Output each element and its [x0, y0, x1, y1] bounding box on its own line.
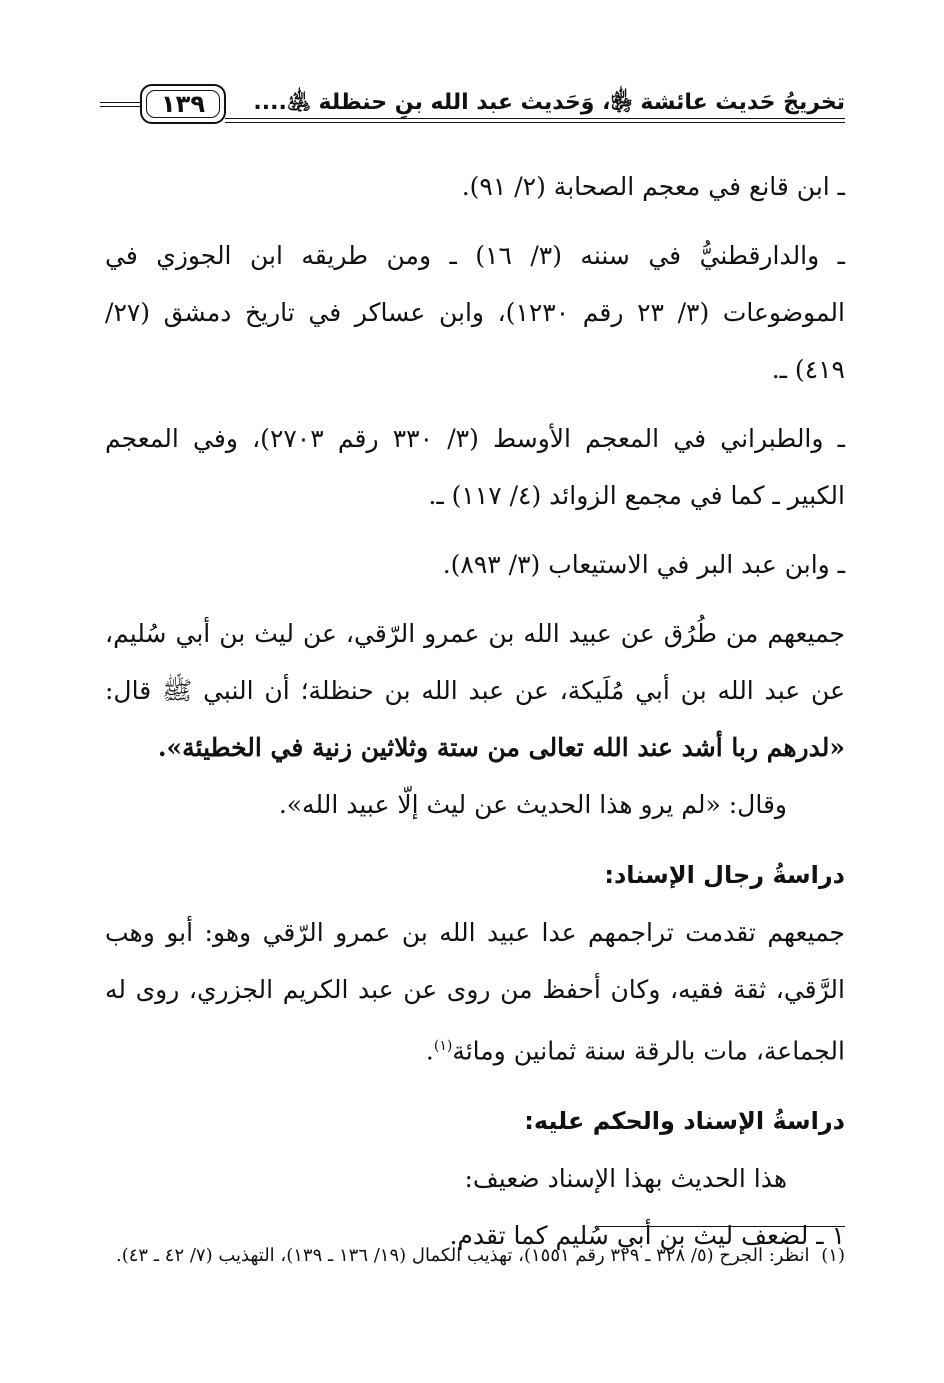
- header-rule: [225, 118, 845, 119]
- page-body: [105, 158, 845, 1264]
- source-line: ـ ابن قانع في معجم الصحابة (٢/ ٩١).: [461, 172, 845, 201]
- narrator-biography: [105, 904, 845, 1079]
- header-rule-double: [225, 122, 845, 123]
- section-heading-narrators: دراسةُ رجال الإسناد:: [604, 861, 845, 889]
- header-title: تخريجُ حَديث عائشة ﵂، وَحَديث عبد الله بنِ حنظلة ﵁....: [253, 90, 845, 115]
- footnote: [105, 1238, 845, 1274]
- footnote-number: (١): [821, 1245, 845, 1266]
- source-line: ـ والطبراني في المعجم الأوسط (٣/ ٣٣٠ رقم ٢٧٠٣)، وفي المعجم الكبير ـ كما في مجمع الزوائد (٤/ ١١٧) ـ.: [105, 424, 845, 510]
- hadith-paragraph: [105, 605, 845, 776]
- section-heading-ruling: دراسةُ الإسناد والحكم عليه:: [524, 1107, 845, 1136]
- footnote-ref[interactable]: (١): [433, 1038, 453, 1054]
- page-number-frame: [140, 84, 226, 124]
- biography-text: جميعهم تقدمت تراجمهم عدا عبيد الله بن عمرو الرّقي وهو: أبو وهب الرَّقي، ثقة فقيه، وكان أحفظ من روى عن عبد الكريم الجزري، روى له الجماعة، مات بالرقة سنة ثمانين ومائة: [105, 918, 845, 1066]
- narrator-remark: وقال: «لم يرو هذا الحديث عن ليث إلّا عبيد الله».: [278, 790, 787, 819]
- running-header: [100, 78, 845, 138]
- isnad-text: جميعهم من طُرُق عن عبيد الله بن عمرو الرّقي، عن ليث بن أبي سُليم، عن عبد الله بن أبي مُلَيكة، عن عبد الله بن حنظلة؛ أن النبي ﷺ قال:: [105, 619, 845, 705]
- source-line: ـ وابن عبد البر في الاستيعاب (٣/ ٨٩٣).: [442, 550, 845, 579]
- page-number: ١٣٩: [146, 90, 220, 118]
- source-line: ـ والدارقطنيُّ في سننه (٣/ ١٦) ـ ومن طريقه ابن الجوزي في الموضوعات (٣/ ٢٣ رقم ١٢٣٠)، وابن عساكر في تاريخ دمشق (٢٧/ ٤١٩) ـ.: [105, 241, 845, 384]
- ruling-reason: ١ ـ لضعف ليث بن أبي سُليم كما تقدم.: [449, 1221, 845, 1251]
- footnote-text: انظر: الجرح (٥/ ٣٢٨ ـ ٣٢٩ رقم ١٥٥١)، تهذيب الكمال (١٩/ ١٣٦ ـ ١٣٩)، التهذيب (٧/ ٤٢ ـ ٤٣).: [115, 1245, 810, 1266]
- hadith-text: «لدرهم ربا أشد عند الله تعالى من ستة وثلاثين زنية في الخطيئة».: [157, 733, 845, 762]
- footnote-separator: [598, 1226, 845, 1227]
- page-number-rule-double: [100, 106, 140, 107]
- ruling-statement: هذا الحديث بهذا الإسناد ضعيف:: [464, 1164, 787, 1194]
- biography-end: .: [425, 1036, 434, 1066]
- page-number-rule: [100, 102, 140, 103]
